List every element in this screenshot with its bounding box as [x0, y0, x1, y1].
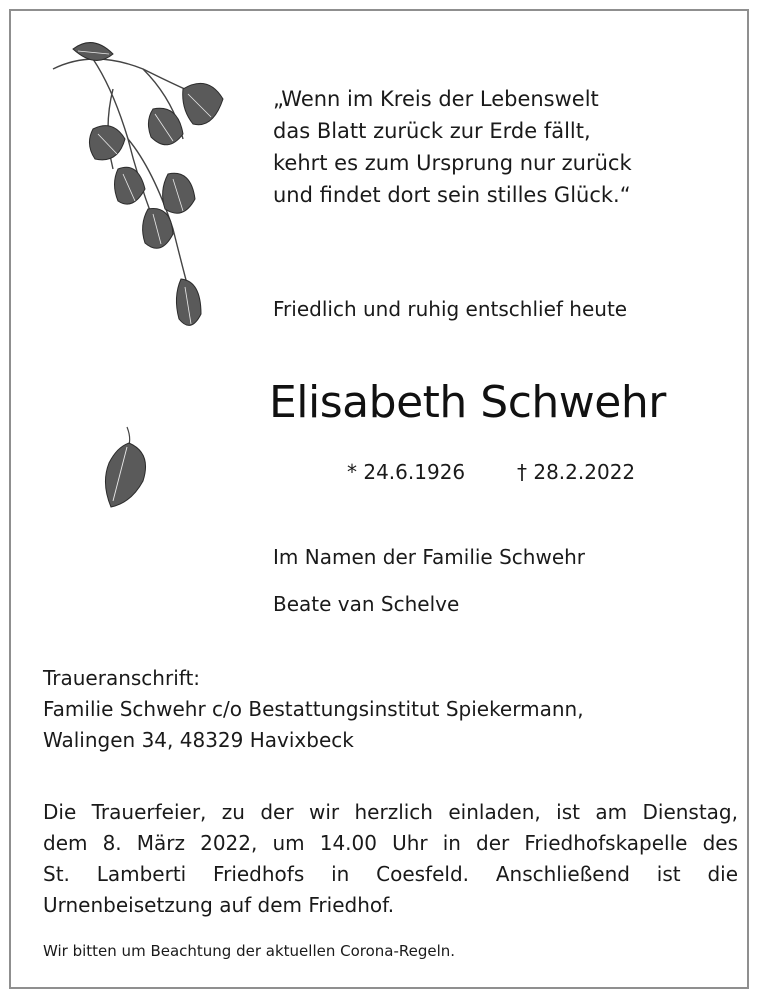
- address-line: Traueranschrift:: [43, 666, 201, 690]
- quote-line: „Wenn im Kreis der Lebenswelt: [273, 87, 599, 111]
- quote-line: kehrt es zum Ursprung nur zurück: [273, 151, 632, 175]
- death-date: † 28.2.2022: [517, 460, 636, 484]
- quote-line: das Blatt zurück zur Erde fällt,: [273, 119, 591, 143]
- signer-name: Beate van Schelve: [273, 592, 460, 616]
- family-line: Im Namen der Familie Schwehr: [273, 545, 586, 569]
- obituary-notice: [9, 9, 749, 989]
- service-line: dem 8. März 2022, um 14.00 Uhr in der Friedhofskapelle des: [43, 831, 738, 855]
- quote-line: und findet dort sein stilles Glück.“: [273, 183, 631, 207]
- memorial-quote: [273, 83, 632, 211]
- corona-note: Wir bitten um Beachtung der aktuellen Corona-Regeln.: [43, 942, 456, 960]
- intro-text: Friedlich und ruhig entschlief heute: [273, 297, 628, 321]
- funeral-service-text: [43, 797, 738, 921]
- birch-branch-icon: [33, 29, 233, 349]
- address-line: Walingen 34, 48329 Havixbeck: [43, 728, 354, 752]
- mourning-address: [43, 663, 584, 756]
- falling-leaf-icon: [97, 423, 157, 513]
- birth-date: * 24.6.1926: [347, 460, 466, 484]
- service-line: St. Lamberti Friedhofs in Coesfeld. Anschließend ist die: [43, 862, 738, 886]
- service-line: Die Trauerfeier, zu der wir herzlich einladen, ist am Dienstag,: [43, 800, 738, 824]
- address-line: Familie Schwehr c/o Bestattungsinstitut Spiekermann,: [43, 697, 584, 721]
- service-line: Urnenbeisetzung auf dem Friedhof.: [43, 893, 395, 917]
- deceased-name: Elisabeth Schwehr: [269, 377, 666, 428]
